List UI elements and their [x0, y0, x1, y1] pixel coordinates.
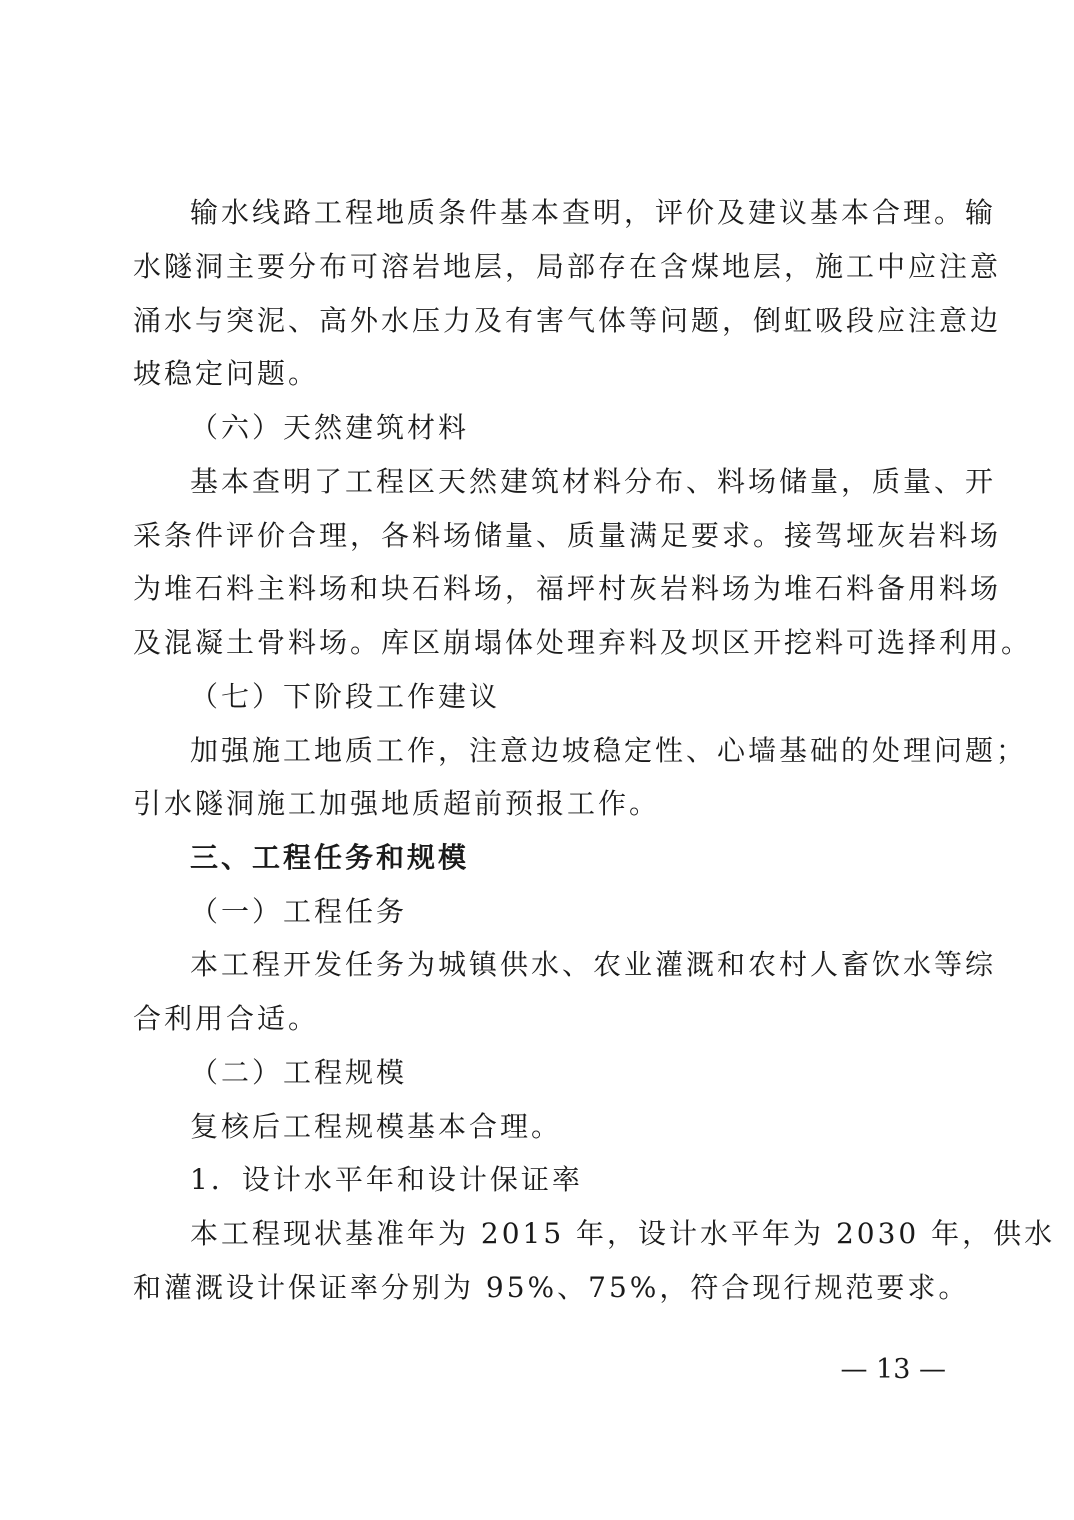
subheading-project-scale: （二）工程规模: [190, 1056, 408, 1089]
paragraph-line: 坡稳定问题。: [133, 357, 320, 390]
paragraph-line: 及混凝土骨料场。库区崩塌体处理弃料及坝区开挖料可选择利用。: [133, 626, 1033, 659]
paragraph-line: 加强施工地质工作，注意边坡稳定性、心墙基础的处理问题；: [190, 734, 1028, 767]
paragraph-line: 输水线路工程地质条件基本查明，评价及建议基本合理。输: [190, 196, 997, 229]
paragraph-line: 引水隧洞施工加强地质超前预报工作。: [133, 787, 661, 820]
paragraph-line: 基本查明了工程区天然建筑材料分布、料场储量，质量、开: [190, 465, 997, 498]
paragraph-line: 本工程开发任务为城镇供水、农业灌溉和农村人畜饮水等综: [190, 948, 997, 981]
paragraph-line: 和灌溉设计保证率分别为 95%、75%，符合现行规范要求。: [133, 1271, 970, 1304]
section-heading-tasks-and-scale: 三、工程任务和规模: [190, 841, 470, 874]
paragraph-line: 为堆石料主料场和块石料场，福坪村灰岩料场为堆石料备用料场: [133, 572, 1002, 605]
page-number: — 13 —: [840, 1354, 946, 1385]
numbered-item-design-year: 1．设计水平年和设计保证率: [190, 1163, 583, 1196]
paragraph-line: 复核后工程规模基本合理。: [190, 1110, 563, 1143]
subheading-project-tasks: （一）工程任务: [190, 895, 408, 928]
subheading-natural-materials: （六）天然建筑材料: [190, 411, 470, 444]
paragraph-line: 采条件评价合理，各料场储量、质量满足要求。接驾垭灰岩料场: [133, 519, 1002, 552]
paragraph-line: 合利用合适。: [133, 1002, 320, 1035]
paragraph-line: 水隧洞主要分布可溶岩地层，局部存在含煤地层，施工中应注意: [133, 250, 1002, 283]
paragraph-line: 本工程现状基准年为 2015 年，设计水平年为 2030 年，供水: [190, 1217, 1056, 1250]
paragraph-line: 涌水与突泥、高外水压力及有害气体等问题，倒虹吸段应注意边: [133, 304, 1002, 337]
subheading-next-stage-suggestions: （七）下阶段工作建议: [190, 680, 501, 713]
